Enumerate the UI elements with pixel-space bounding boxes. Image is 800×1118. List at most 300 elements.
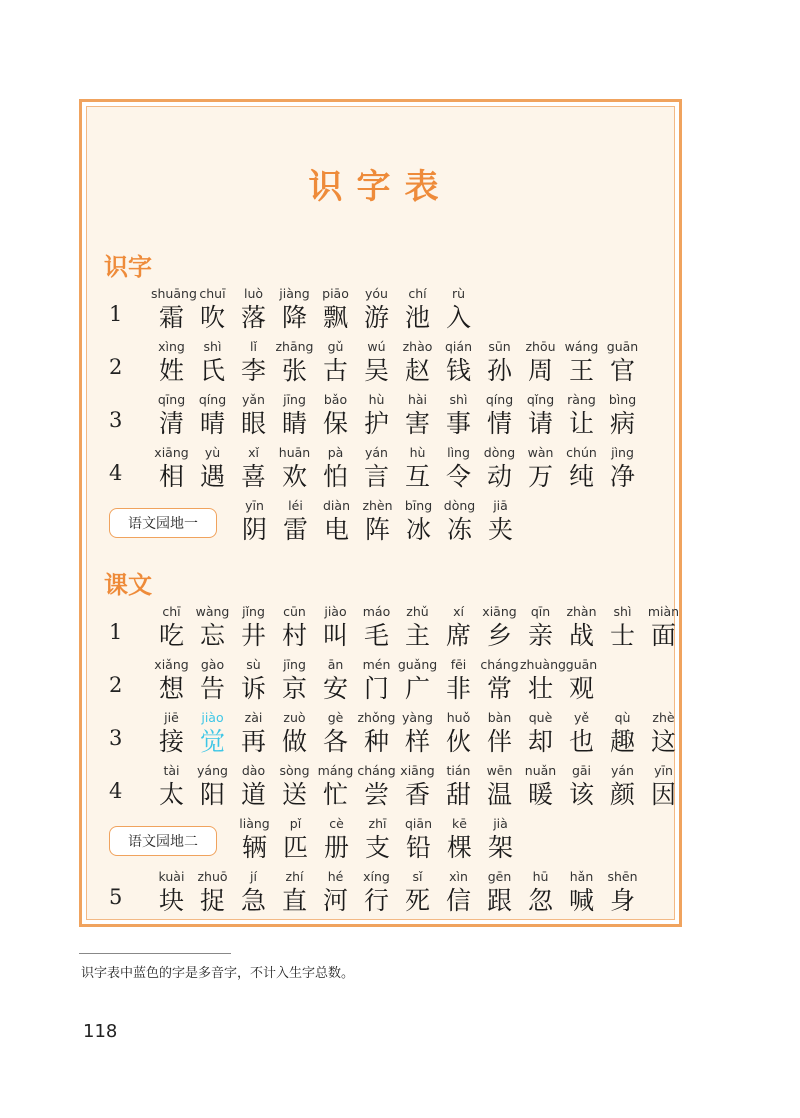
pinyin: gēn <box>487 869 512 884</box>
pinyin: kē <box>452 816 467 831</box>
pinyin: xiāng <box>154 445 189 460</box>
char-cell <box>356 285 397 333</box>
pinyin: wáng <box>564 339 599 354</box>
char-cell <box>397 656 438 704</box>
char-row <box>87 285 682 337</box>
pinyin: tián <box>446 763 471 778</box>
footnote-divider <box>79 953 231 954</box>
char-cell <box>151 868 192 916</box>
pinyin: zhuàng <box>520 657 566 672</box>
pinyin: xiāng <box>482 604 517 619</box>
char-cell <box>602 391 643 439</box>
char-cell <box>356 391 397 439</box>
hanzi: 想 <box>158 674 184 703</box>
hanzi: 降 <box>281 303 307 332</box>
pinyin: xǐ <box>248 445 259 460</box>
pinyin: jí <box>250 869 257 884</box>
lesson-number: 1 <box>109 302 123 326</box>
char-cell <box>274 709 315 757</box>
hanzi: 睛 <box>281 409 307 438</box>
hanzi: 太 <box>158 780 184 809</box>
section-heading-shizi: 识字 <box>104 252 152 281</box>
pinyin: qīng <box>157 392 186 407</box>
char-cell <box>275 815 316 863</box>
char-cell <box>274 338 315 386</box>
pinyin: yīn <box>245 498 264 513</box>
hanzi: 清 <box>158 409 184 438</box>
char-cell <box>356 603 397 651</box>
char-cell <box>438 656 479 704</box>
hanzi: 觉 <box>199 727 225 756</box>
char-cell <box>561 391 602 439</box>
char-cell <box>151 338 192 386</box>
hanzi: 井 <box>240 621 266 650</box>
char-cell <box>234 815 275 863</box>
char-cell <box>274 868 315 916</box>
pinyin: gǔ <box>327 339 344 354</box>
char-cell <box>274 762 315 810</box>
pinyin: yàng <box>402 710 433 725</box>
pinyin: zhī <box>368 816 387 831</box>
char-cell <box>315 444 356 492</box>
char-cell <box>356 762 397 810</box>
hanzi: 王 <box>568 356 594 385</box>
pinyin: chuī <box>199 286 226 301</box>
char-cell <box>438 868 479 916</box>
hanzi: 因 <box>650 780 676 809</box>
pinyin: kuài <box>158 869 185 884</box>
char-cell <box>356 338 397 386</box>
pinyin: hù <box>368 392 385 407</box>
pinyin: gè <box>327 710 344 725</box>
hanzi: 姓 <box>158 356 184 385</box>
char-row <box>87 603 682 655</box>
pinyin: shì <box>203 339 222 354</box>
hanzi: 周 <box>527 356 553 385</box>
pinyin: jìng <box>611 445 634 460</box>
pinyin: yīn <box>654 763 673 778</box>
char-cell <box>397 762 438 810</box>
pinyin: chí <box>408 286 427 301</box>
char-cell <box>192 391 233 439</box>
hanzi: 身 <box>609 886 635 915</box>
char-cell <box>480 815 521 863</box>
lesson-number: 2 <box>109 355 123 379</box>
hanzi: 再 <box>240 727 266 756</box>
hanzi: 忽 <box>527 886 553 915</box>
lesson-number: 3 <box>109 726 123 750</box>
char-cell <box>520 868 561 916</box>
hanzi: 趣 <box>609 727 635 756</box>
pinyin: shuāng <box>151 286 197 301</box>
pinyin: jiē <box>164 710 179 725</box>
hanzi: 甜 <box>445 780 471 809</box>
hanzi: 夹 <box>487 515 513 544</box>
pinyin: luò <box>243 286 264 301</box>
char-cell <box>315 391 356 439</box>
char-row <box>87 709 682 761</box>
pinyin: sǐ <box>412 869 423 884</box>
pinyin: zhǒng <box>357 710 396 725</box>
char-cell <box>233 709 274 757</box>
pinyin: xíng <box>363 869 390 884</box>
hanzi: 也 <box>568 727 594 756</box>
pinyin: cè <box>329 816 344 831</box>
char-cell <box>438 338 479 386</box>
hanzi: 欢 <box>281 462 307 491</box>
char-cell <box>520 338 561 386</box>
pinyin: liàng <box>239 816 270 831</box>
char-cell <box>438 603 479 651</box>
hanzi: 各 <box>322 727 348 756</box>
char-cell <box>274 444 315 492</box>
hanzi: 游 <box>363 303 389 332</box>
pinyin: nuǎn <box>524 763 557 778</box>
pinyin: shì <box>613 604 632 619</box>
page-number: 118 <box>83 1021 118 1042</box>
char-cell <box>315 868 356 916</box>
pinyin: fēi <box>450 657 467 672</box>
hanzi: 非 <box>445 674 471 703</box>
hanzi: 诉 <box>240 674 266 703</box>
char-cell <box>439 815 480 863</box>
char-cell <box>192 762 233 810</box>
pinyin: bīng <box>404 498 433 513</box>
char-cell <box>479 656 520 704</box>
hanzi: 接 <box>158 727 184 756</box>
pinyin: chī <box>162 604 181 619</box>
pinyin: jǐng <box>242 604 265 619</box>
pinyin: lìng <box>447 445 470 460</box>
hanzi: 道 <box>240 780 266 809</box>
hanzi: 吃 <box>158 621 184 650</box>
footnote: 识字表中蓝色的字是多音字，不计入生字总数。 <box>81 966 355 981</box>
char-cell <box>274 656 315 704</box>
hanzi: 阳 <box>199 780 225 809</box>
char-cell <box>274 285 315 333</box>
hanzi: 行 <box>363 886 389 915</box>
char-cell <box>234 497 275 545</box>
pinyin: wàn <box>527 445 554 460</box>
hanzi: 安 <box>322 674 348 703</box>
char-row <box>87 656 682 708</box>
pinyin: wú <box>367 339 386 354</box>
char-cell <box>233 656 274 704</box>
pinyin: huǒ <box>446 710 471 725</box>
char-cell <box>602 338 643 386</box>
hanzi: 河 <box>322 886 348 915</box>
hanzi: 官 <box>609 356 635 385</box>
char-cell <box>397 868 438 916</box>
hanzi: 战 <box>568 621 594 650</box>
pinyin: sūn <box>488 339 511 354</box>
pinyin: jīng <box>283 657 306 672</box>
pinyin: mén <box>362 657 391 672</box>
char-cell <box>561 709 602 757</box>
char-cell <box>356 709 397 757</box>
pinyin: xiāng <box>400 763 435 778</box>
char-cell <box>438 762 479 810</box>
char-cell <box>520 709 561 757</box>
char-list <box>234 815 521 863</box>
char-row <box>87 391 682 443</box>
hanzi: 忙 <box>322 780 348 809</box>
hanzi: 冰 <box>405 515 431 544</box>
hanzi: 万 <box>527 462 553 491</box>
pinyin: dào <box>241 763 266 778</box>
pinyin: chún <box>566 445 597 460</box>
char-row <box>87 338 682 390</box>
hanzi: 块 <box>158 886 184 915</box>
char-list <box>151 338 643 386</box>
char-cell <box>274 603 315 651</box>
hanzi: 晴 <box>199 409 225 438</box>
hanzi: 叫 <box>322 621 348 650</box>
pinyin: qián <box>445 339 472 354</box>
char-cell <box>151 391 192 439</box>
char-cell <box>192 338 233 386</box>
char-cell <box>602 868 643 916</box>
hanzi: 册 <box>323 833 349 862</box>
char-cell <box>397 285 438 333</box>
pinyin: zài <box>244 710 263 725</box>
hanzi: 张 <box>281 356 307 385</box>
hanzi: 常 <box>486 674 512 703</box>
char-cell <box>315 762 356 810</box>
char-cell <box>192 656 233 704</box>
char-cell <box>602 444 643 492</box>
pinyin: zhè <box>652 710 675 725</box>
lesson-number: 4 <box>109 779 123 803</box>
pinyin: sù <box>246 657 261 672</box>
polyphone-char-cell <box>192 709 233 757</box>
char-cell <box>151 656 192 704</box>
yuwen-garden-label: 语文园地二 <box>109 826 217 856</box>
hanzi: 却 <box>527 727 553 756</box>
char-cell <box>439 497 480 545</box>
hanzi: 吴 <box>363 356 389 385</box>
hanzi: 支 <box>364 833 390 862</box>
hanzi: 颜 <box>609 780 635 809</box>
pinyin: guān <box>606 339 639 354</box>
hanzi: 乡 <box>486 621 512 650</box>
lesson-number: 3 <box>109 408 123 432</box>
char-cell <box>151 444 192 492</box>
char-row <box>87 815 682 867</box>
lesson-number: 2 <box>109 673 123 697</box>
pinyin: qīn <box>530 604 551 619</box>
pinyin: qiān <box>405 816 432 831</box>
pinyin: jiào <box>201 710 224 725</box>
pinyin: léi <box>288 498 303 513</box>
hanzi: 做 <box>281 727 307 756</box>
char-cell <box>316 497 357 545</box>
pinyin: tài <box>163 763 180 778</box>
hanzi: 遇 <box>199 462 225 491</box>
hanzi: 架 <box>487 833 513 862</box>
char-cell <box>315 709 356 757</box>
hanzi: 亲 <box>527 621 553 650</box>
char-row <box>87 444 682 496</box>
char-cell <box>233 338 274 386</box>
hanzi: 相 <box>158 462 184 491</box>
pinyin: jiā <box>493 498 508 513</box>
char-cell <box>233 285 274 333</box>
char-cell <box>233 868 274 916</box>
pinyin: hù <box>409 445 426 460</box>
char-cell <box>356 656 397 704</box>
hanzi: 阴 <box>241 515 267 544</box>
char-list <box>151 603 684 651</box>
pinyin: ān <box>327 657 344 672</box>
hanzi: 辆 <box>241 833 267 862</box>
pinyin: bàn <box>487 710 512 725</box>
hanzi: 吹 <box>199 303 225 332</box>
pinyin: máng <box>317 763 354 778</box>
char-cell <box>357 815 398 863</box>
pinyin: qíng <box>485 392 514 407</box>
hanzi: 该 <box>568 780 594 809</box>
char-cell <box>479 391 520 439</box>
pinyin: yán <box>365 445 388 460</box>
char-cell <box>643 603 684 651</box>
hanzi: 病 <box>609 409 635 438</box>
pinyin: yán <box>611 763 634 778</box>
char-cell <box>438 391 479 439</box>
pinyin: qù <box>614 710 631 725</box>
char-cell <box>479 868 520 916</box>
hanzi: 赵 <box>404 356 430 385</box>
hanzi: 伙 <box>445 727 471 756</box>
yuwen-garden-label: 语文园地一 <box>109 508 217 538</box>
char-list <box>151 868 643 916</box>
hanzi: 眼 <box>240 409 266 438</box>
char-cell <box>233 603 274 651</box>
hanzi: 冻 <box>446 515 472 544</box>
char-cell <box>356 444 397 492</box>
hanzi: 尝 <box>363 780 389 809</box>
char-cell <box>561 868 602 916</box>
char-cell <box>151 762 192 810</box>
hanzi: 主 <box>404 621 430 650</box>
pinyin: què <box>528 710 553 725</box>
hanzi: 直 <box>281 886 307 915</box>
hanzi: 怕 <box>322 462 348 491</box>
pinyin: yóu <box>365 286 388 301</box>
pinyin: jiào <box>324 604 347 619</box>
pinyin: xiǎng <box>154 657 189 672</box>
pinyin: piāo <box>322 286 349 301</box>
char-cell <box>520 603 561 651</box>
char-cell <box>397 391 438 439</box>
pinyin: jīng <box>283 392 306 407</box>
lesson-number: 5 <box>109 885 123 909</box>
hanzi: 电 <box>323 515 349 544</box>
pinyin: pà <box>327 445 344 460</box>
hanzi: 门 <box>363 674 389 703</box>
char-row <box>87 868 682 920</box>
page-title: 识字表 <box>308 167 453 207</box>
pinyin: cháng <box>357 763 396 778</box>
hanzi: 毛 <box>363 621 389 650</box>
pinyin: wàng <box>195 604 230 619</box>
hanzi: 氏 <box>199 356 225 385</box>
literacy-table-frame <box>79 99 682 927</box>
char-cell <box>233 391 274 439</box>
pinyin: zhèn <box>362 498 393 513</box>
hanzi: 护 <box>363 409 389 438</box>
char-cell <box>192 285 233 333</box>
char-cell <box>561 762 602 810</box>
pinyin: rù <box>451 286 466 301</box>
pinyin: bìng <box>608 392 637 407</box>
char-list <box>151 656 602 704</box>
pinyin: yě <box>573 710 590 725</box>
hanzi: 铅 <box>405 833 431 862</box>
pinyin: cháng <box>480 657 519 672</box>
char-cell <box>643 709 684 757</box>
hanzi: 信 <box>445 886 471 915</box>
char-cell <box>233 762 274 810</box>
pinyin: dòng <box>483 445 516 460</box>
char-cell <box>561 444 602 492</box>
hanzi: 古 <box>322 356 348 385</box>
hanzi: 香 <box>404 780 430 809</box>
pinyin: xí <box>453 604 464 619</box>
section-heading-kewen: 课文 <box>104 570 152 599</box>
pinyin: zuò <box>283 710 306 725</box>
pinyin: sòng <box>279 763 310 778</box>
char-cell <box>192 603 233 651</box>
char-cell <box>397 338 438 386</box>
hanzi: 观 <box>568 674 594 703</box>
pinyin: hǎn <box>569 869 594 884</box>
pinyin: zhǔ <box>406 604 429 619</box>
hanzi: 温 <box>486 780 512 809</box>
hanzi: 席 <box>445 621 471 650</box>
hanzi: 请 <box>527 409 553 438</box>
char-cell <box>561 603 602 651</box>
char-cell <box>479 709 520 757</box>
pinyin: máo <box>362 604 391 619</box>
hanzi: 棵 <box>446 833 472 862</box>
char-cell <box>520 391 561 439</box>
pinyin: zhàn <box>566 604 597 619</box>
pinyin: miàn <box>647 604 680 619</box>
hanzi: 动 <box>486 462 512 491</box>
char-cell <box>479 603 520 651</box>
pinyin: zhōu <box>525 339 556 354</box>
hanzi: 互 <box>404 462 430 491</box>
char-cell <box>315 603 356 651</box>
char-cell <box>274 391 315 439</box>
char-cell <box>397 444 438 492</box>
char-cell <box>397 603 438 651</box>
hanzi: 种 <box>363 727 389 756</box>
char-cell <box>602 709 643 757</box>
pinyin: xìn <box>449 869 468 884</box>
hanzi: 让 <box>568 409 594 438</box>
pinyin: shēn <box>607 869 638 884</box>
hanzi: 李 <box>240 356 266 385</box>
pinyin: xìng <box>158 339 185 354</box>
hanzi: 事 <box>445 409 471 438</box>
hanzi: 池 <box>404 303 430 332</box>
char-cell <box>275 497 316 545</box>
char-cell <box>561 338 602 386</box>
lesson-number: 4 <box>109 461 123 485</box>
char-cell <box>356 868 397 916</box>
